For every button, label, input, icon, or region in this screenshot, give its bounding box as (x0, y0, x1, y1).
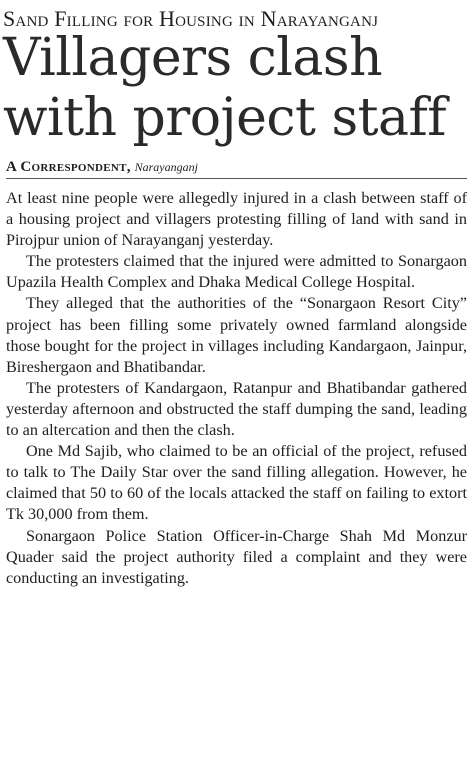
article-body (6, 188, 467, 589)
byline-author: A Correspondent, (6, 159, 131, 175)
headline-line-1: Villagers clash (3, 28, 383, 88)
body-paragraph: At least nine people were allegedly injured in a clash between staff of a housing project and villagers protesting filling of land with sand in Pirojpur union of Narayanganj yesterday. (6, 189, 467, 250)
body-paragraph: One Md Sajib, who claimed to be an official of the project, refused to talk to The Daily Star over the sand filling allegation. However, he claimed that 50 to 60 of the locals attacked the staff on failing to extort Tk 30,000 from them. (6, 442, 467, 524)
byline (6, 158, 467, 179)
article-headline (3, 28, 467, 148)
body-paragraph: The protesters of Kandargaon, Ratanpur and Bhatibandar gathered yesterday afternoon and obstructed the staff dumping the sand, leading to an altercation and then the clash. (6, 378, 467, 440)
body-paragraph: They alleged that the authorities of the “Sonargaon Resort City” project has been filling some privately owned farmland alongside those bought for the project in villages including Kandargaon, Jainpur, Bireshergaon and Bhatibandar. (6, 294, 467, 376)
article-kicker: Sand Filling for Housing in Narayanganj (3, 6, 379, 31)
byline-place: Narayanganj (134, 160, 198, 174)
body-paragraph: The protesters claimed that the injured were admitted to Sonargaon Upazila Health Complex and Dhaka Medical College Hospital. (6, 252, 467, 292)
headline-line-2: with project staff (3, 88, 447, 148)
body-paragraph: Sonargaon Police Station Officer-in-Charge Shah Md Monzur Quader said the project authority filed a complaint and they were conducting an investigating. (6, 526, 467, 587)
